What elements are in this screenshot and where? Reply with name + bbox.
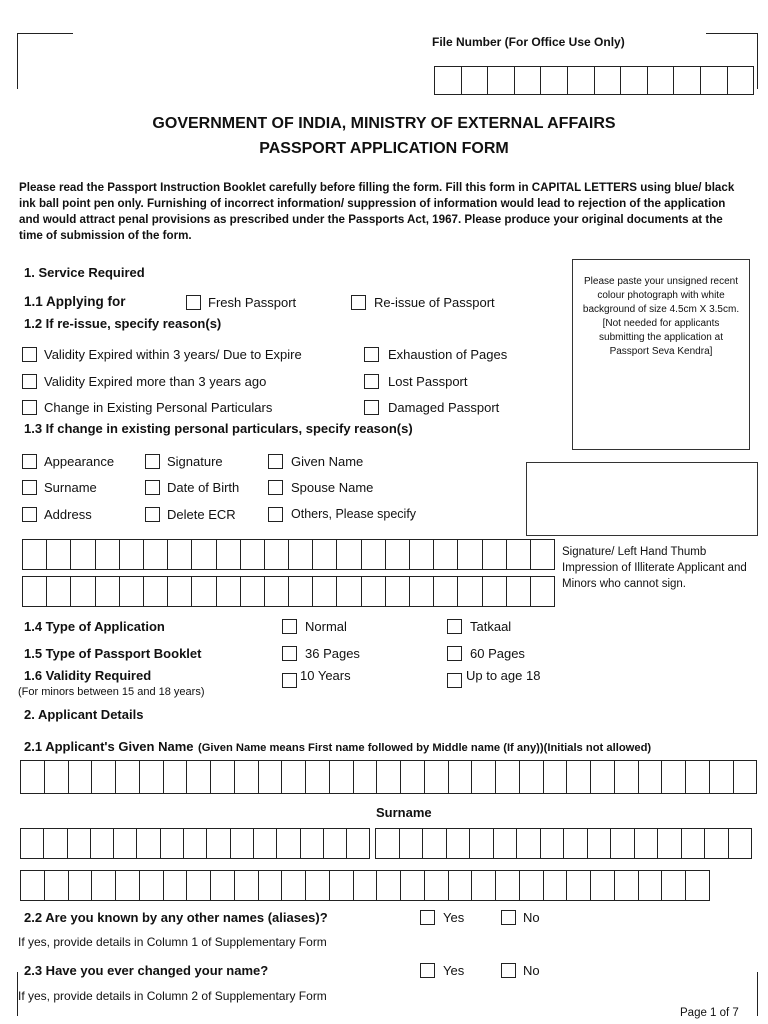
exhaustion-pages-checkbox[interactable]: [364, 347, 379, 362]
character-cell[interactable]: [515, 66, 542, 95]
spouse-name-change-label: Spouse Name: [291, 480, 374, 495]
changed-name-label: 2.3 Have you ever changed your name?: [24, 963, 269, 978]
aliases-yes-label: Yes: [443, 910, 465, 925]
upto-18-checkbox[interactable]: [447, 673, 462, 688]
character-cell[interactable]: [686, 760, 710, 794]
top-left-corner-mark: [17, 33, 73, 89]
character-cell[interactable]: [705, 828, 729, 859]
aliases-no-checkbox[interactable]: [501, 910, 516, 925]
character-cell[interactable]: [488, 66, 515, 95]
changed-name-no-checkbox[interactable]: [501, 963, 516, 978]
exhaustion-pages-label: Exhaustion of Pages: [388, 347, 508, 362]
surname-grid-right[interactable]: [375, 828, 752, 859]
character-cell[interactable]: [91, 828, 114, 859]
character-cell[interactable]: [207, 828, 230, 859]
character-cell[interactable]: [259, 760, 283, 794]
character-cell[interactable]: [265, 576, 289, 607]
signature-instructions: Signature/ Left Hand Thumb Impression of Illiterate Applicant and Minors who cannot sign.: [562, 546, 747, 590]
signature-label: Signature: [167, 454, 223, 469]
character-cell[interactable]: [187, 760, 211, 794]
character-cell[interactable]: [217, 576, 241, 607]
character-cell[interactable]: [376, 828, 400, 859]
character-cell[interactable]: [217, 539, 241, 570]
36-pages-checkbox[interactable]: [282, 646, 297, 661]
character-cell[interactable]: [472, 760, 496, 794]
character-cell[interactable]: [520, 760, 544, 794]
character-cell[interactable]: [729, 828, 753, 859]
section-1-title: 1. Service Required: [24, 265, 145, 280]
form-header-line1: GOVERNMENT OF INDIA, MINISTRY OF EXTERNAL AFFAIRS: [152, 115, 616, 132]
character-cell[interactable]: [71, 539, 95, 570]
validity-minors-note: (For minors between 15 and 18 years): [18, 686, 205, 698]
character-cell[interactable]: [615, 760, 639, 794]
validity-expired-more-checkbox[interactable]: [22, 374, 37, 389]
character-cell[interactable]: [259, 870, 283, 901]
character-cell[interactable]: [231, 828, 254, 859]
change-particulars-label: Change in Existing Personal Particulars: [44, 400, 273, 415]
tatkaal-checkbox[interactable]: [447, 619, 462, 634]
others-change-checkbox[interactable]: [268, 507, 283, 522]
given-name-change-checkbox[interactable]: [268, 454, 283, 469]
changed-name-yes-label: Yes: [443, 963, 465, 978]
10-years-label: 10 Years: [300, 668, 351, 683]
character-cell[interactable]: [635, 828, 659, 859]
character-cell[interactable]: [44, 828, 67, 859]
character-cell[interactable]: [337, 539, 361, 570]
appearance-label: Appearance: [44, 454, 115, 469]
file-number-label: File Number (For Office Use Only): [432, 35, 625, 49]
tatkaal-label: Tatkaal: [470, 619, 512, 634]
character-cell[interactable]: [164, 870, 188, 901]
aliases-yes-checkbox[interactable]: [420, 910, 435, 925]
character-cell[interactable]: [434, 576, 458, 607]
character-cell[interactable]: [458, 539, 482, 570]
delete-ecr-label: Delete ECR: [167, 507, 236, 522]
character-cell[interactable]: [567, 870, 591, 901]
others-change-label: Others, Please specify: [291, 507, 417, 521]
surname-change-label: Surname: [44, 480, 97, 495]
character-cell[interactable]: [447, 828, 471, 859]
character-cell[interactable]: [425, 760, 449, 794]
changed-name-no-label: No: [523, 963, 540, 978]
character-cell[interactable]: [330, 870, 354, 901]
character-cell[interactable]: [313, 576, 337, 607]
aliases-note: If yes, provide details in Column 1 of Supplementary Form: [18, 935, 327, 949]
character-cell[interactable]: [377, 870, 401, 901]
60-pages-label: 60 Pages: [470, 646, 525, 661]
bottom-right-mark: [757, 972, 758, 1016]
character-cell[interactable]: [568, 66, 595, 95]
character-cell[interactable]: [611, 828, 635, 859]
character-cell[interactable]: [728, 66, 755, 95]
validity-expired-more-label: Validity Expired more than 3 years ago: [44, 374, 267, 389]
character-cell[interactable]: [674, 66, 701, 95]
character-cell[interactable]: [662, 760, 686, 794]
36-pages-label: 36 Pages: [305, 646, 360, 661]
character-cell[interactable]: [639, 760, 663, 794]
character-cell[interactable]: [362, 576, 386, 607]
character-cell[interactable]: [434, 539, 458, 570]
character-cell[interactable]: [313, 539, 337, 570]
character-cell[interactable]: [21, 760, 45, 794]
character-cell[interactable]: [96, 539, 120, 570]
character-cell[interactable]: [184, 828, 207, 859]
character-cell[interactable]: [282, 870, 306, 901]
character-cell[interactable]: [137, 828, 160, 859]
character-cell[interactable]: [140, 760, 164, 794]
character-cell[interactable]: [116, 760, 140, 794]
form-header-line2: PASSPORT APPLICATION FORM: [259, 140, 509, 157]
character-cell[interactable]: [401, 760, 425, 794]
character-cell[interactable]: [164, 760, 188, 794]
character-cell[interactable]: [211, 870, 235, 901]
character-cell[interactable]: [401, 870, 425, 901]
character-cell[interactable]: [362, 539, 386, 570]
aliases-no-label: No: [523, 910, 540, 925]
character-cell[interactable]: [306, 760, 330, 794]
character-cell[interactable]: [69, 870, 93, 901]
character-cell[interactable]: [423, 828, 447, 859]
given-name-label-row: [24, 738, 651, 756]
character-cell[interactable]: [96, 576, 120, 607]
surname-change-checkbox[interactable]: [22, 480, 37, 495]
aliases-label: 2.2 Are you known by any other names (aliases)?: [24, 910, 328, 925]
character-cell[interactable]: [45, 870, 69, 901]
surname-grid-row2[interactable]: [20, 870, 710, 901]
given-name-change-label: Given Name: [291, 454, 364, 469]
character-cell[interactable]: [354, 870, 378, 901]
character-cell[interactable]: [435, 66, 462, 95]
spouse-name-change-checkbox[interactable]: [268, 480, 283, 495]
character-cell[interactable]: [120, 539, 144, 570]
character-cell[interactable]: [377, 760, 401, 794]
character-cell[interactable]: [483, 539, 507, 570]
character-cell[interactable]: [23, 539, 47, 570]
character-cell[interactable]: [21, 870, 45, 901]
character-cell[interactable]: [45, 760, 69, 794]
character-cell[interactable]: [449, 870, 473, 901]
character-cell[interactable]: [289, 539, 313, 570]
dob-change-label: Date of Birth: [167, 480, 240, 495]
character-cell[interactable]: [410, 539, 434, 570]
character-cell[interactable]: [241, 576, 265, 607]
character-cell[interactable]: [483, 576, 507, 607]
60-pages-checkbox[interactable]: [447, 646, 462, 661]
character-cell[interactable]: [615, 870, 639, 901]
character-cell[interactable]: [161, 828, 184, 859]
change-reason-label: 1.3 If change in existing personal particulars, specify reason(s): [24, 421, 413, 436]
character-cell[interactable]: [168, 576, 192, 607]
character-cell[interactable]: [337, 576, 361, 607]
character-cell[interactable]: [734, 760, 758, 794]
damaged-passport-checkbox[interactable]: [364, 400, 379, 415]
character-cell[interactable]: [235, 760, 259, 794]
reissue-reason-label: 1.2 If re-issue, specify reason(s): [24, 316, 222, 331]
character-cell[interactable]: [354, 760, 378, 794]
character-cell[interactable]: [472, 870, 496, 901]
character-cell[interactable]: [282, 760, 306, 794]
character-cell[interactable]: [591, 870, 615, 901]
type-application-label: 1.4 Type of Application: [24, 619, 165, 634]
changed-name-note: If yes, provide details in Column 2 of Supplementary Form: [18, 989, 327, 1003]
character-cell[interactable]: [567, 760, 591, 794]
character-cell[interactable]: [544, 870, 568, 901]
character-cell[interactable]: [544, 760, 568, 794]
delete-ecr-checkbox[interactable]: [145, 507, 160, 522]
bottom-left-mark: [17, 972, 18, 1016]
applying-for-label: 1.1 Applying for: [24, 294, 126, 309]
lost-passport-label: Lost Passport: [388, 374, 468, 389]
validity-required-label: 1.6 Validity Required: [24, 668, 152, 683]
damaged-passport-label: Damaged Passport: [388, 400, 500, 415]
normal-label: Normal: [305, 619, 347, 634]
validity-expired-3yrs-label: Validity Expired within 3 years/ Due to Expire: [44, 347, 302, 362]
character-cell[interactable]: [564, 828, 588, 859]
character-cell[interactable]: [71, 576, 95, 607]
character-cell[interactable]: [531, 539, 555, 570]
character-cell[interactable]: [458, 576, 482, 607]
dob-change-checkbox[interactable]: [145, 480, 160, 495]
character-cell[interactable]: [144, 539, 168, 570]
character-cell[interactable]: [254, 828, 277, 859]
character-cell[interactable]: [187, 870, 211, 901]
character-cell[interactable]: [710, 760, 734, 794]
character-cell[interactable]: [192, 576, 216, 607]
validity-expired-3yrs-checkbox[interactable]: [22, 347, 37, 362]
character-cell[interactable]: [648, 66, 675, 95]
character-cell[interactable]: [144, 576, 168, 607]
character-cell[interactable]: [449, 760, 473, 794]
character-cell[interactable]: [386, 539, 410, 570]
character-cell[interactable]: [494, 828, 518, 859]
fresh-passport-label: Fresh Passport: [208, 295, 297, 310]
character-cell[interactable]: [69, 760, 93, 794]
character-cell[interactable]: [507, 576, 531, 607]
character-cell[interactable]: [662, 870, 686, 901]
changed-name-yes-checkbox[interactable]: [420, 963, 435, 978]
character-cell[interactable]: [265, 539, 289, 570]
given-name-grid[interactable]: [20, 760, 757, 794]
address-change-label: Address: [44, 507, 92, 522]
fresh-passport-checkbox[interactable]: [186, 295, 201, 310]
file-number-grid: [434, 66, 754, 95]
signature-checkbox[interactable]: [145, 454, 160, 469]
character-cell[interactable]: [241, 539, 265, 570]
10-years-checkbox[interactable]: [282, 673, 297, 688]
change-particulars-checkbox[interactable]: [22, 400, 37, 415]
character-cell[interactable]: [21, 828, 44, 859]
character-cell[interactable]: [595, 66, 622, 95]
character-cell[interactable]: [470, 828, 494, 859]
section-2-title: 2. Applicant Details: [24, 707, 144, 722]
page-number: Page 1 of 7: [680, 1007, 739, 1019]
character-cell[interactable]: [591, 760, 615, 794]
character-cell[interactable]: [541, 828, 565, 859]
photo-instructions: Please paste your unsigned recent colour photograph with white background of size 4.5cm X 3.5cm. [Not needed for applicants submitting the application at Passport Seva Kendra]: [582, 276, 740, 357]
others-specify-grid-row1[interactable]: [22, 539, 555, 570]
character-cell[interactable]: [289, 576, 313, 607]
character-cell[interactable]: [639, 870, 663, 901]
given-name-note: (Given Name means First name followed by Middle name (If any))(Initials not allowed): [197, 742, 652, 754]
address-change-checkbox[interactable]: [22, 507, 37, 522]
character-cell[interactable]: [23, 576, 47, 607]
type-booklet-label: 1.5 Type of Passport Booklet: [24, 646, 202, 661]
character-cell[interactable]: [92, 760, 116, 794]
character-cell[interactable]: [120, 576, 144, 607]
character-cell[interactable]: [686, 870, 710, 901]
character-cell[interactable]: [386, 576, 410, 607]
character-cell[interactable]: [235, 870, 259, 901]
character-cell[interactable]: [531, 576, 555, 607]
character-cell[interactable]: [324, 828, 347, 859]
character-cell[interactable]: [588, 828, 612, 859]
character-cell[interactable]: [68, 828, 91, 859]
character-cell[interactable]: [306, 870, 330, 901]
character-cell[interactable]: [410, 576, 434, 607]
character-cell[interactable]: [301, 828, 324, 859]
character-cell[interactable]: [658, 828, 682, 859]
upto-18-label: Up to age 18: [466, 668, 541, 683]
reissue-passport-checkbox[interactable]: [351, 295, 366, 310]
character-cell[interactable]: [425, 870, 449, 901]
character-cell[interactable]: [330, 760, 354, 794]
appearance-checkbox[interactable]: [22, 454, 37, 469]
character-cell[interactable]: [701, 66, 728, 95]
character-cell[interactable]: [277, 828, 300, 859]
signature-box[interactable]: [526, 462, 758, 536]
instructions-paragraph: Please read the Passport Instruction Booklet carefully before filling the form. Fill this form in CAPITAL LETTERS using blue/ black ink ball point pen only. Furnishing of incorrect information/ suppression of information would lead to rejection of the application and would attract penal provisions as prescribed under the Passports Act, 1967. Please produce your original documents at the time of submission of the form.: [19, 181, 735, 242]
character-cell[interactable]: [168, 539, 192, 570]
character-cell[interactable]: [621, 66, 648, 95]
character-cell[interactable]: [507, 539, 531, 570]
character-cell[interactable]: [682, 828, 706, 859]
character-cell[interactable]: [517, 828, 541, 859]
character-cell[interactable]: [400, 828, 424, 859]
others-specify-grid-row2[interactable]: [22, 576, 555, 607]
character-cell[interactable]: [116, 870, 140, 901]
character-cell[interactable]: [462, 66, 489, 95]
character-cell[interactable]: [496, 870, 520, 901]
normal-checkbox[interactable]: [282, 619, 297, 634]
character-cell[interactable]: [211, 760, 235, 794]
character-cell[interactable]: [192, 539, 216, 570]
character-cell[interactable]: [114, 828, 137, 859]
surname-grid-left[interactable]: [20, 828, 370, 859]
character-cell[interactable]: [47, 539, 71, 570]
character-cell[interactable]: [47, 576, 71, 607]
character-cell[interactable]: [140, 870, 164, 901]
reissue-passport-label: Re-issue of Passport: [374, 295, 495, 310]
character-cell[interactable]: [92, 870, 116, 901]
character-cell[interactable]: [541, 66, 568, 95]
given-name-label: 2.1 Applicant's Given Name: [24, 739, 194, 754]
character-cell[interactable]: [520, 870, 544, 901]
character-cell[interactable]: [496, 760, 520, 794]
character-cell[interactable]: [347, 828, 370, 859]
surname-label: Surname: [376, 805, 432, 820]
lost-passport-checkbox[interactable]: [364, 374, 379, 389]
